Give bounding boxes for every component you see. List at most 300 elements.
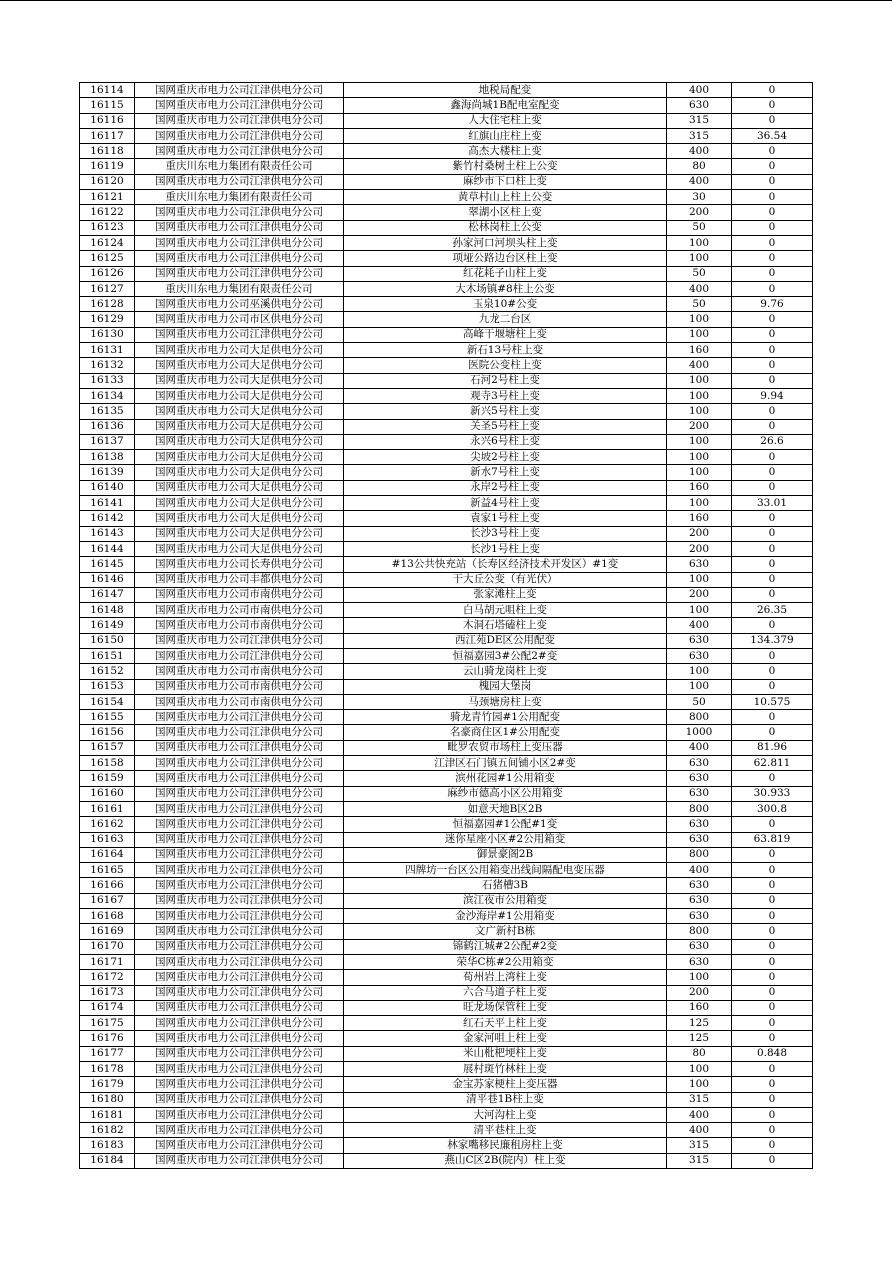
station-name-cell: 永兴6号柱上变 xyxy=(344,434,667,449)
capacity-cell: 100 xyxy=(667,404,732,419)
value-cell: 10.575 xyxy=(732,694,813,709)
capacity-cell: 800 xyxy=(667,847,732,862)
value-cell: 0 xyxy=(732,281,813,296)
table-row xyxy=(80,694,813,709)
value-cell: 0 xyxy=(732,373,813,388)
station-name-cell: 大木场镇#8柱上公变 xyxy=(344,281,667,296)
company-cell: 国网重庆市电力公司市南供电分公司 xyxy=(135,694,344,709)
table-row xyxy=(80,801,813,816)
table-row xyxy=(80,480,813,495)
station-name-cell: 项垭公路边台区柱上变 xyxy=(344,251,667,266)
table-row xyxy=(80,1016,813,1031)
table-row xyxy=(80,1107,813,1122)
row-id-cell: 16151 xyxy=(80,648,135,663)
table-row xyxy=(80,541,813,556)
table-row xyxy=(80,572,813,587)
company-cell: 国网重庆市电力公司江津供电分公司 xyxy=(135,786,344,801)
company-cell: 国网重庆市电力公司江津供电分公司 xyxy=(135,985,344,1000)
company-cell: 国网重庆市电力公司大足供电分公司 xyxy=(135,419,344,434)
row-id-cell: 16154 xyxy=(80,694,135,709)
capacity-cell: 100 xyxy=(667,388,732,403)
capacity-cell: 630 xyxy=(667,756,732,771)
station-name-cell: 江津区石门镇五间铺小区2#变 xyxy=(344,756,667,771)
station-name-cell: 长沙3号柱上变 xyxy=(344,526,667,541)
company-cell: 国网重庆市电力公司大足供电分公司 xyxy=(135,404,344,419)
capacity-cell: 1000 xyxy=(667,725,732,740)
company-cell: 国网重庆市电力公司大足供电分公司 xyxy=(135,526,344,541)
capacity-cell: 50 xyxy=(667,297,732,312)
capacity-cell: 800 xyxy=(667,710,732,725)
station-name-cell: 金宝苏家梗柱上变压器 xyxy=(344,1077,667,1092)
value-cell: 26.6 xyxy=(732,434,813,449)
station-name-cell: 新兴5号柱上变 xyxy=(344,404,667,419)
value-cell: 0 xyxy=(732,893,813,908)
value-cell: 81.96 xyxy=(732,740,813,755)
capacity-cell: 100 xyxy=(667,312,732,327)
value-cell: 0 xyxy=(732,1107,813,1122)
transformer-table xyxy=(79,82,813,1169)
value-cell: 0 xyxy=(732,725,813,740)
company-cell: 国网重庆市电力公司江津供电分公司 xyxy=(135,1016,344,1031)
station-name-cell: 永岸2号柱上变 xyxy=(344,480,667,495)
company-cell: 国网重庆市电力公司江津供电分公司 xyxy=(135,633,344,648)
table-row xyxy=(80,603,813,618)
row-id-cell: 16140 xyxy=(80,480,135,495)
table-row xyxy=(80,1153,813,1168)
row-id-cell: 16180 xyxy=(80,1092,135,1107)
company-cell: 国网重庆市电力公司江津供电分公司 xyxy=(135,98,344,113)
capacity-cell: 100 xyxy=(667,496,732,511)
table-row xyxy=(80,235,813,250)
value-cell: 0 xyxy=(732,404,813,419)
company-cell: 国网重庆市电力公司江津供电分公司 xyxy=(135,1107,344,1122)
company-cell: 国网重庆市电力公司江津供电分公司 xyxy=(135,1077,344,1092)
table-row xyxy=(80,251,813,266)
capacity-cell: 100 xyxy=(667,1077,732,1092)
row-id-cell: 16181 xyxy=(80,1107,135,1122)
capacity-cell: 100 xyxy=(667,235,732,250)
row-id-cell: 16127 xyxy=(80,281,135,296)
row-id-cell: 16165 xyxy=(80,863,135,878)
value-cell: 0 xyxy=(732,205,813,220)
row-id-cell: 16168 xyxy=(80,909,135,924)
table-row xyxy=(80,465,813,480)
company-cell: 国网重庆市电力公司江津供电分公司 xyxy=(135,725,344,740)
station-name-cell: 新水7号柱上变 xyxy=(344,465,667,480)
station-name-cell: 黄草村山上柱上公变 xyxy=(344,190,667,205)
row-id-cell: 16158 xyxy=(80,756,135,771)
table-row xyxy=(80,190,813,205)
capacity-cell: 630 xyxy=(667,98,732,113)
table-row xyxy=(80,281,813,296)
capacity-cell: 630 xyxy=(667,832,732,847)
row-id-cell: 16142 xyxy=(80,511,135,526)
row-id-cell: 16137 xyxy=(80,434,135,449)
station-name-cell: 马颈塘房柱上变 xyxy=(344,694,667,709)
row-id-cell: 16118 xyxy=(80,144,135,159)
station-name-cell: 木洞石塔磕柱上变 xyxy=(344,618,667,633)
capacity-cell: 160 xyxy=(667,1000,732,1015)
value-cell: 0 xyxy=(732,1062,813,1077)
table-row xyxy=(80,1138,813,1153)
station-name-cell: 骑龙青竹园#1公用配变 xyxy=(344,710,667,725)
row-id-cell: 16120 xyxy=(80,174,135,189)
value-cell: 0 xyxy=(732,1016,813,1031)
station-name-cell: 六合马道子柱上变 xyxy=(344,985,667,1000)
table-row xyxy=(80,174,813,189)
capacity-cell: 630 xyxy=(667,878,732,893)
company-cell: 国网重庆市电力公司江津供电分公司 xyxy=(135,174,344,189)
value-cell: 0 xyxy=(732,83,813,98)
value-cell: 0 xyxy=(732,266,813,281)
company-cell: 国网重庆市电力公司江津供电分公司 xyxy=(135,235,344,250)
table-row xyxy=(80,327,813,342)
station-name-cell: 石猪槽3B xyxy=(344,878,667,893)
capacity-cell: 630 xyxy=(667,939,732,954)
row-id-cell: 16159 xyxy=(80,771,135,786)
station-name-cell: 旺龙场保管柱上变 xyxy=(344,1000,667,1015)
table-row xyxy=(80,113,813,128)
value-cell: 0 xyxy=(732,358,813,373)
table-row xyxy=(80,297,813,312)
capacity-cell: 160 xyxy=(667,480,732,495)
capacity-cell: 800 xyxy=(667,924,732,939)
company-cell: 国网重庆市电力公司江津供电分公司 xyxy=(135,251,344,266)
row-id-cell: 16156 xyxy=(80,725,135,740)
station-name-cell: 孙家河口河坝头柱上变 xyxy=(344,235,667,250)
station-name-cell: 麻纱市德高小区公用箱变 xyxy=(344,786,667,801)
company-cell: 国网重庆市电力公司江津供电分公司 xyxy=(135,924,344,939)
row-id-cell: 16176 xyxy=(80,1031,135,1046)
table-row xyxy=(80,434,813,449)
value-cell: 0 xyxy=(732,939,813,954)
table-row xyxy=(80,725,813,740)
table-row xyxy=(80,817,813,832)
company-cell: 国网重庆市电力公司大足供电分公司 xyxy=(135,450,344,465)
company-cell: 国网重庆市电力公司大足供电分公司 xyxy=(135,373,344,388)
table-row xyxy=(80,587,813,602)
station-name-cell: 毗罗农贸市场柱上变压器 xyxy=(344,740,667,755)
value-cell: 0 xyxy=(732,98,813,113)
table-row xyxy=(80,939,813,954)
capacity-cell: 315 xyxy=(667,113,732,128)
value-cell: 36.54 xyxy=(732,128,813,143)
table-row xyxy=(80,679,813,694)
station-name-cell: 滨州花园#1公用箱变 xyxy=(344,771,667,786)
capacity-cell: 100 xyxy=(667,465,732,480)
table-row xyxy=(80,159,813,174)
capacity-cell: 200 xyxy=(667,205,732,220)
station-name-cell: 紫竹村桑树土柱上公变 xyxy=(344,159,667,174)
row-id-cell: 16170 xyxy=(80,939,135,954)
value-cell: 0 xyxy=(732,710,813,725)
station-name-cell: 清平巷柱上变 xyxy=(344,1123,667,1138)
table-row xyxy=(80,756,813,771)
row-id-cell: 16123 xyxy=(80,220,135,235)
table-row xyxy=(80,970,813,985)
table-row xyxy=(80,358,813,373)
capacity-cell: 200 xyxy=(667,526,732,541)
capacity-cell: 630 xyxy=(667,954,732,969)
company-cell: 国网重庆市电力公司江津供电分公司 xyxy=(135,327,344,342)
company-cell: 国网重庆市电力公司市南供电分公司 xyxy=(135,618,344,633)
table-row xyxy=(80,343,813,358)
company-cell: 国网重庆市电力公司江津供电分公司 xyxy=(135,863,344,878)
table-row xyxy=(80,1031,813,1046)
row-id-cell: 16147 xyxy=(80,587,135,602)
row-id-cell: 16150 xyxy=(80,633,135,648)
value-cell: 0 xyxy=(732,251,813,266)
table-row xyxy=(80,924,813,939)
table-row xyxy=(80,373,813,388)
station-name-cell: 关圣5号柱上变 xyxy=(344,419,667,434)
value-cell: 0.848 xyxy=(732,1046,813,1061)
station-name-cell: 九龙二台区 xyxy=(344,312,667,327)
capacity-cell: 100 xyxy=(667,327,732,342)
company-cell: 国网重庆市电力公司江津供电分公司 xyxy=(135,756,344,771)
row-id-cell: 16174 xyxy=(80,1000,135,1015)
row-id-cell: 16148 xyxy=(80,603,135,618)
value-cell: 0 xyxy=(732,909,813,924)
value-cell: 0 xyxy=(732,144,813,159)
station-name-cell: 白马胡元咀柱上变 xyxy=(344,603,667,618)
company-cell: 国网重庆市电力公司江津供电分公司 xyxy=(135,648,344,663)
station-name-cell: 四牌坊一台区公用箱变出线间隔配电变压器 xyxy=(344,863,667,878)
company-cell: 国网重庆市电力公司江津供电分公司 xyxy=(135,771,344,786)
row-id-cell: 16164 xyxy=(80,847,135,862)
capacity-cell: 400 xyxy=(667,1107,732,1122)
company-cell: 国网重庆市电力公司市南供电分公司 xyxy=(135,679,344,694)
station-name-cell: 长沙1号柱上变 xyxy=(344,541,667,556)
station-name-cell: 展村斑竹林柱上变 xyxy=(344,1062,667,1077)
station-name-cell: 名豪商住区1#公用配变 xyxy=(344,725,667,740)
row-id-cell: 16119 xyxy=(80,159,135,174)
row-id-cell: 16124 xyxy=(80,235,135,250)
capacity-cell: 30 xyxy=(667,190,732,205)
row-id-cell: 16128 xyxy=(80,297,135,312)
value-cell: 0 xyxy=(732,648,813,663)
capacity-cell: 630 xyxy=(667,633,732,648)
row-id-cell: 16129 xyxy=(80,312,135,327)
company-cell: 重庆川东电力集团有限责任公司 xyxy=(135,190,344,205)
capacity-cell: 100 xyxy=(667,373,732,388)
table-row xyxy=(80,633,813,648)
row-id-cell: 16162 xyxy=(80,817,135,832)
capacity-cell: 100 xyxy=(667,664,732,679)
value-cell: 0 xyxy=(732,541,813,556)
capacity-cell: 630 xyxy=(667,786,732,801)
company-cell: 国网重庆市电力公司江津供电分公司 xyxy=(135,128,344,143)
capacity-cell: 630 xyxy=(667,893,732,908)
station-name-cell: 滨江夜市公用箱变 xyxy=(344,893,667,908)
capacity-cell: 630 xyxy=(667,771,732,786)
company-cell: 国网重庆市电力公司江津供电分公司 xyxy=(135,801,344,816)
station-name-cell: 张家滩柱上变 xyxy=(344,587,667,602)
row-id-cell: 16145 xyxy=(80,557,135,572)
row-id-cell: 16121 xyxy=(80,190,135,205)
company-cell: 国网重庆市电力公司大足供电分公司 xyxy=(135,480,344,495)
row-id-cell: 16157 xyxy=(80,740,135,755)
value-cell: 0 xyxy=(732,327,813,342)
row-id-cell: 16152 xyxy=(80,664,135,679)
row-id-cell: 16169 xyxy=(80,924,135,939)
table-row xyxy=(80,266,813,281)
capacity-cell: 100 xyxy=(667,970,732,985)
company-cell: 国网重庆市电力公司大足供电分公司 xyxy=(135,465,344,480)
capacity-cell: 315 xyxy=(667,1153,732,1168)
station-name-cell: 麻纱市下口柱上变 xyxy=(344,174,667,189)
row-id-cell: 16143 xyxy=(80,526,135,541)
company-cell: 国网重庆市电力公司江津供电分公司 xyxy=(135,144,344,159)
station-name-cell: 尖坡2号柱上变 xyxy=(344,450,667,465)
value-cell: 0 xyxy=(732,1138,813,1153)
company-cell: 国网重庆市电力公司大足供电分公司 xyxy=(135,434,344,449)
table-row xyxy=(80,419,813,434)
capacity-cell: 630 xyxy=(667,909,732,924)
capacity-cell: 200 xyxy=(667,419,732,434)
row-id-cell: 16182 xyxy=(80,1123,135,1138)
station-name-cell: 高杰大楼柱上变 xyxy=(344,144,667,159)
company-cell: 国网重庆市电力公司江津供电分公司 xyxy=(135,939,344,954)
value-cell: 30.933 xyxy=(732,786,813,801)
station-name-cell: 大河沟柱上变 xyxy=(344,1107,667,1122)
value-cell: 0 xyxy=(732,985,813,1000)
value-cell: 0 xyxy=(732,1031,813,1046)
row-id-cell: 16146 xyxy=(80,572,135,587)
row-id-cell: 16114 xyxy=(80,83,135,98)
table-row xyxy=(80,771,813,786)
value-cell: 33.01 xyxy=(732,496,813,511)
row-id-cell: 16138 xyxy=(80,450,135,465)
capacity-cell: 400 xyxy=(667,358,732,373)
table-row xyxy=(80,664,813,679)
table-row xyxy=(80,847,813,862)
value-cell: 0 xyxy=(732,970,813,985)
table-row xyxy=(80,312,813,327)
value-cell: 0 xyxy=(732,235,813,250)
company-cell: 国网重庆市电力公司江津供电分公司 xyxy=(135,954,344,969)
table-row xyxy=(80,1046,813,1061)
company-cell: 重庆川东电力集团有限责任公司 xyxy=(135,281,344,296)
station-name-cell: 新石13号柱上变 xyxy=(344,343,667,358)
table-row xyxy=(80,144,813,159)
company-cell: 国网重庆市电力公司江津供电分公司 xyxy=(135,220,344,235)
row-id-cell: 16183 xyxy=(80,1138,135,1153)
value-cell: 0 xyxy=(732,954,813,969)
company-cell: 国网重庆市电力公司江津供电分公司 xyxy=(135,832,344,847)
station-name-cell: 御景豪阁2B xyxy=(344,847,667,862)
company-cell: 国网重庆市电力公司江津供电分公司 xyxy=(135,266,344,281)
table-row xyxy=(80,220,813,235)
value-cell: 0 xyxy=(732,511,813,526)
station-name-cell: 燕山C区2B(院内）柱上变 xyxy=(344,1153,667,1168)
table-row xyxy=(80,740,813,755)
value-cell: 0 xyxy=(732,817,813,832)
table-row xyxy=(80,618,813,633)
capacity-cell: 100 xyxy=(667,450,732,465)
station-name-cell: 干大丘公变（有光伏） xyxy=(344,572,667,587)
value-cell: 0 xyxy=(732,480,813,495)
company-cell: 国网重庆市电力公司江津供电分公司 xyxy=(135,817,344,832)
row-id-cell: 16144 xyxy=(80,541,135,556)
company-cell: 国网重庆市电力公司江津供电分公司 xyxy=(135,1138,344,1153)
company-cell: 国网重庆市电力公司市南供电分公司 xyxy=(135,664,344,679)
station-name-cell: 红旗山庄柱上变 xyxy=(344,128,667,143)
value-cell: 0 xyxy=(732,1123,813,1138)
station-name-cell: 人大住宅柱上变 xyxy=(344,113,667,128)
capacity-cell: 400 xyxy=(667,83,732,98)
row-id-cell: 16133 xyxy=(80,373,135,388)
value-cell: 0 xyxy=(732,863,813,878)
row-id-cell: 16175 xyxy=(80,1016,135,1031)
table-row xyxy=(80,893,813,908)
capacity-cell: 800 xyxy=(667,801,732,816)
capacity-cell: 100 xyxy=(667,434,732,449)
station-name-cell: 金家河咀上柱上变 xyxy=(344,1031,667,1046)
capacity-cell: 160 xyxy=(667,511,732,526)
value-cell: 0 xyxy=(732,190,813,205)
row-id-cell: 16115 xyxy=(80,98,135,113)
row-id-cell: 16160 xyxy=(80,786,135,801)
capacity-cell: 400 xyxy=(667,1123,732,1138)
row-id-cell: 16166 xyxy=(80,878,135,893)
station-name-cell: 恒福嘉园#1公配#1变 xyxy=(344,817,667,832)
value-cell: 0 xyxy=(732,771,813,786)
table-row xyxy=(80,128,813,143)
capacity-cell: 400 xyxy=(667,740,732,755)
value-cell: 0 xyxy=(732,1077,813,1092)
row-id-cell: 16126 xyxy=(80,266,135,281)
station-name-cell: 红花耗子山柱上变 xyxy=(344,266,667,281)
capacity-cell: 400 xyxy=(667,144,732,159)
company-cell: 国网重庆市电力公司江津供电分公司 xyxy=(135,847,344,862)
station-name-cell: 地税局配变 xyxy=(344,83,667,98)
company-cell: 国网重庆市电力公司大足供电分公司 xyxy=(135,388,344,403)
row-id-cell: 16122 xyxy=(80,205,135,220)
capacity-cell: 200 xyxy=(667,587,732,602)
table-row xyxy=(80,388,813,403)
station-name-cell: 云山骑龙岗柱上变 xyxy=(344,664,667,679)
company-cell: 国网重庆市电力公司江津供电分公司 xyxy=(135,710,344,725)
company-cell: 国网重庆市电力公司巫溪供电分公司 xyxy=(135,297,344,312)
row-id-cell: 16167 xyxy=(80,893,135,908)
value-cell: 0 xyxy=(732,618,813,633)
value-cell: 26.35 xyxy=(732,603,813,618)
company-cell: 国网重庆市电力公司市南供电分公司 xyxy=(135,603,344,618)
company-cell: 国网重庆市电力公司江津供电分公司 xyxy=(135,1046,344,1061)
value-cell: 0 xyxy=(732,572,813,587)
value-cell: 0 xyxy=(732,587,813,602)
table-row xyxy=(80,786,813,801)
capacity-cell: 50 xyxy=(667,220,732,235)
table-row xyxy=(80,832,813,847)
table-row xyxy=(80,450,813,465)
value-cell: 0 xyxy=(732,220,813,235)
value-cell: 0 xyxy=(732,679,813,694)
row-id-cell: 16136 xyxy=(80,419,135,434)
table-row xyxy=(80,710,813,725)
table-row xyxy=(80,404,813,419)
company-cell: 国网重庆市电力公司江津供电分公司 xyxy=(135,909,344,924)
company-cell: 国网重庆市电力公司江津供电分公司 xyxy=(135,970,344,985)
company-cell: 重庆川东电力集团有限责任公司 xyxy=(135,159,344,174)
row-id-cell: 16132 xyxy=(80,358,135,373)
value-cell: 0 xyxy=(732,113,813,128)
capacity-cell: 400 xyxy=(667,174,732,189)
capacity-cell: 80 xyxy=(667,1046,732,1061)
company-cell: 国网重庆市电力公司江津供电分公司 xyxy=(135,1092,344,1107)
station-name-cell: 如意天地B区2B xyxy=(344,801,667,816)
